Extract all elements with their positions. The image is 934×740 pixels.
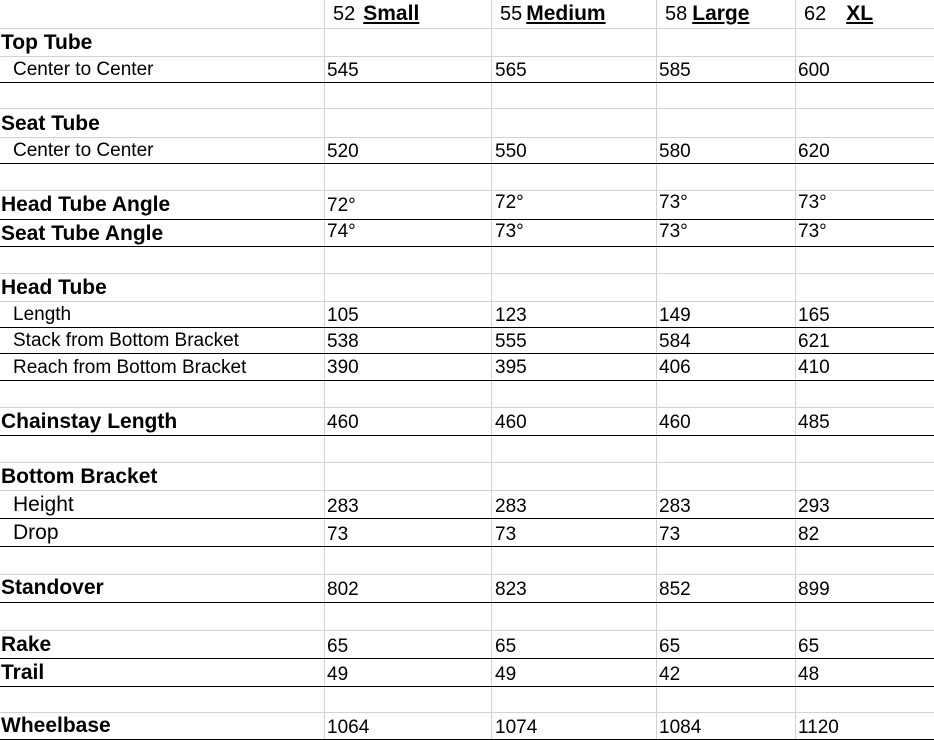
table-cell: 73° [659,192,688,213]
table-cell: 565 [495,60,527,81]
grid-row-line [0,56,934,57]
table-cell: 1074 [495,717,538,738]
table-cell: 1120 [798,717,839,738]
grid-row-line [0,246,934,247]
table-cell: 621 [798,331,830,352]
table-cell: 1084 [659,717,702,738]
grid-row-line [0,273,934,274]
grid-row-line [0,28,934,29]
row-label-seat-tube: Seat Tube [1,112,100,135]
grid-row-line [0,327,934,328]
table-cell: 65 [798,636,820,657]
table-cell: 823 [495,579,527,600]
row-label-seat-tube-c2c: Center to Center [13,140,154,161]
table-cell: 545 [327,60,359,81]
table-cell: 73° [659,221,688,242]
table-cell: 538 [327,331,359,352]
row-label-chainstay-length: Chainstay Length [1,410,178,433]
size-header-large: 58 Large [665,2,750,25]
table-cell: 585 [659,60,691,81]
size-header-medium: 55 Medium [500,2,606,25]
table-cell: 73° [495,221,524,242]
row-label-rake: Rake [1,633,52,656]
row-label-reach: Reach from Bottom Bracket [13,357,247,378]
table-cell: 550 [495,141,527,162]
row-label-standover: Standover [1,576,104,599]
table-cell: 73 [495,524,517,545]
row-label-bb-drop: Drop [13,521,59,544]
grid-row-line [0,108,934,109]
grid-row-line [0,219,934,220]
grid-row-line [0,407,934,408]
row-label-head-tube-length: Length [13,304,72,325]
table-cell: 600 [798,60,830,81]
row-label-stack: Stack from Bottom Bracket [13,330,239,351]
table-cell: 460 [327,412,359,433]
grid-row-line [0,518,934,519]
grid-row-line [0,163,934,164]
table-cell: 620 [798,141,830,162]
table-cell: 49 [327,664,349,685]
table-cell: 82 [798,524,820,545]
grid-column-line [656,0,657,740]
grid-row-line [0,301,934,302]
grid-row-line [0,82,934,83]
table-cell: 149 [659,305,691,326]
grid-row-line [0,658,934,659]
grid-row-line [0,380,934,381]
table-cell: 460 [495,412,527,433]
table-cell: 73 [327,524,349,545]
row-label-trail: Trail [1,661,45,684]
table-cell: 72° [495,192,524,213]
table-cell: 460 [659,412,691,433]
table-cell: 283 [495,496,527,517]
table-cell: 410 [798,357,830,378]
size-header-small: 52 Small [333,2,420,25]
table-cell: 105 [327,305,359,326]
row-label-bottom-bracket: Bottom Bracket [1,465,158,488]
table-cell: 520 [327,141,359,162]
row-label-top-tube: Top Tube [1,31,93,54]
grid-column-line [491,0,492,740]
table-cell: 49 [495,664,517,685]
table-cell: 65 [327,636,349,657]
grid-row-line [0,546,934,547]
table-cell: 65 [659,636,681,657]
table-cell: 65 [495,636,517,657]
grid-row-line [0,630,934,631]
table-cell: 283 [327,496,359,517]
table-cell: 42 [659,664,681,685]
row-label-seat-tube-angle: Seat Tube Angle [1,222,164,245]
grid-column-line [795,0,796,740]
table-cell: 73 [659,524,681,545]
table-cell: 165 [798,305,830,326]
grid-column-line [324,0,325,740]
grid-row-line [0,190,934,191]
table-cell: 899 [798,579,830,600]
row-label-head-tube-angle: Head Tube Angle [1,193,171,216]
grid-row-line [0,712,934,713]
table-cell: 283 [659,496,691,517]
row-label-top-tube-c2c: Center to Center [13,59,154,80]
table-cell: 802 [327,579,359,600]
grid-row-line [0,490,934,491]
table-cell: 73° [798,192,827,213]
table-cell: 293 [798,496,830,517]
table-cell: 852 [659,579,691,600]
row-label-wheelbase: Wheelbase [1,714,111,737]
grid-row-line [0,574,934,575]
size-header-xl: 62 XL [804,2,874,25]
table-cell: 390 [327,357,359,378]
table-cell: 395 [495,357,527,378]
grid-row-line [0,602,934,603]
table-cell: 74° [327,221,356,242]
table-cell: 1064 [327,717,370,738]
table-cell: 555 [495,331,527,352]
table-cell: 485 [798,412,830,433]
grid-row-line [0,137,934,138]
table-cell: 580 [659,141,691,162]
grid-row-line [0,353,934,354]
row-label-head-tube: Head Tube [1,276,107,299]
table-cell: 72° [327,195,356,216]
table-cell: 406 [659,357,691,378]
grid-row-line [0,462,934,463]
table-cell: 48 [798,664,820,685]
table-cell: 584 [659,331,691,352]
row-label-bb-height: Height [13,493,74,516]
table-cell: 123 [495,305,527,326]
table-cell: 73° [798,221,827,242]
grid-row-line [0,435,934,436]
grid-row-line [0,686,934,687]
